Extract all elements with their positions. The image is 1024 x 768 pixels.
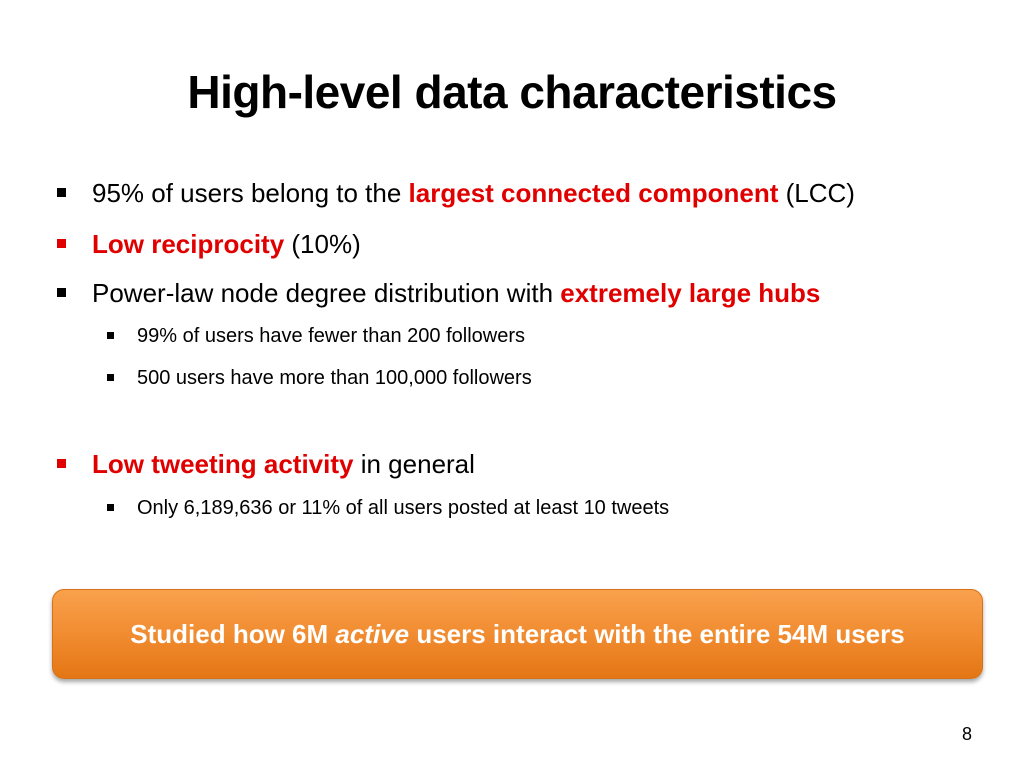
bullet-highlight: Low reciprocity [92,229,285,259]
bullet-tweeting-activity [57,447,475,481]
bullet-text-post: (LCC) [778,178,855,208]
slide-title: High-level data characteristics [187,66,837,118]
sub-bullet-text: 99% of users have fewer than 200 followers [137,325,525,347]
bullet-power-law [57,276,820,310]
bullet-text-post: (10%) [284,229,361,259]
square-bullet-icon [107,504,114,511]
bullet-highlight: largest connected component [408,178,779,208]
callout-text [130,619,904,650]
bullet-text [92,227,361,261]
bullet-text [92,276,820,310]
sub-bullet-text: Only 6,189,636 or 11% of all users posted at least 10 tweets [137,497,670,519]
bullet-reciprocity [57,227,361,261]
square-bullet-icon [57,459,66,468]
bullet-highlight: extremely large hubs [560,278,821,308]
sub-bullet-followers-100000 [107,364,532,392]
sub-bullet-text: 500 users have more than 100,000 followers [137,367,532,389]
callout-emphasis: active [335,618,410,649]
bullet-text [92,176,855,210]
bullet-text-pre: 95% of users belong to the [92,178,409,208]
square-bullet-icon [107,332,114,339]
callout-box [52,589,983,679]
bullet-text [92,447,475,481]
sub-bullet-followers-200 [107,322,525,350]
page-number: 8 [961,724,972,744]
callout-text-post: users interact with the entire 54M users [409,618,905,649]
bullet-text-pre: Power-law node degree distribution with [92,278,561,308]
sub-bullet-tweets [107,494,669,522]
square-bullet-icon [57,288,66,297]
bullet-highlight: Low tweeting activity [92,449,354,479]
bullet-text-post: in general [353,449,475,479]
callout-text-pre: Studied how 6M [130,618,336,649]
square-bullet-icon [57,188,66,197]
square-bullet-icon [107,374,114,381]
square-bullet-icon [57,239,66,248]
bullet-lcc [57,176,855,210]
